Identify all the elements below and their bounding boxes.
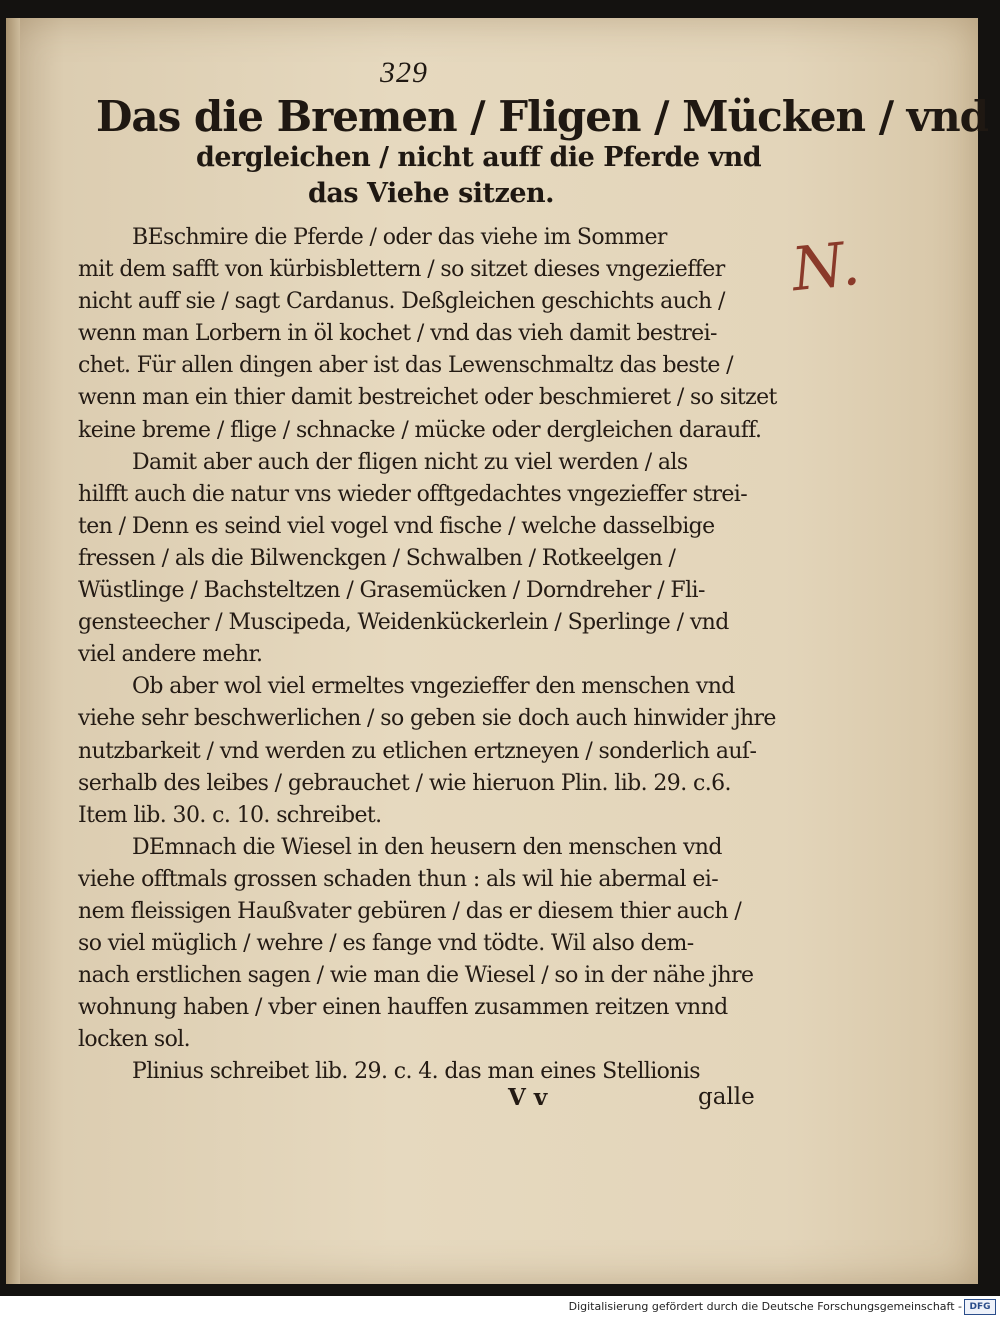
- heading-line-3: das Viehe sitzen.: [308, 178, 555, 209]
- text-line: viel andere mehr.: [78, 642, 263, 668]
- heading-line-2: dergleichen / nicht auff die Pferde vnd: [196, 142, 762, 173]
- text-line: fressen / als die Bilwenckgen / Schwalben / Rotkeelgen /: [78, 545, 676, 571]
- text-line: Item lib. 30. c. 10. schreibet.: [78, 802, 382, 828]
- text-line: locken sol.: [78, 1027, 191, 1053]
- text-line: viehe offtmals grossen schaden thun : als wil hie abermal ei-: [78, 866, 719, 892]
- catchword-row: [78, 1084, 758, 1118]
- body-text: [78, 222, 777, 1089]
- marginal-annotation: N.: [788, 228, 864, 306]
- text-line: nach erstlichen sagen / wie man die Wiesel / so in der nähe jhre: [78, 963, 754, 989]
- text-line: wohnung haben / vber einen hauffen zusammen reitzen vnnd: [78, 995, 728, 1021]
- text-line: wenn man ein thier damit bestreichet oder beschmieret / so sitzet: [78, 385, 777, 411]
- text-line: ten / Denn es seind viel vogel vnd fische / welche dasselbige: [78, 513, 715, 539]
- catchword: galle: [698, 1084, 755, 1110]
- heading-line-1: Das die Bremen / Fligen / Mücken / vnd: [96, 92, 988, 141]
- dfg-logo: DFG: [964, 1299, 996, 1315]
- text-line: chet. Für allen dingen aber ist das Lewenschmaltz das beste /: [78, 353, 733, 379]
- page-number: 329: [380, 56, 428, 89]
- text-line: DEmnach die Wiesel in den heusern den menschen vnd: [132, 834, 722, 860]
- page-gutter: [6, 18, 20, 1284]
- text-line: mit dem safft von kürbisblettern / so sitzet dieses vngezieffer: [78, 257, 725, 283]
- text-line: so viel müglich / wehre / es fange vnd tödte. Wil also dem-: [78, 931, 694, 957]
- text-line: gensteecher / Muscipeda, Weidenkückerlein / Sperlinge / vnd: [78, 610, 729, 636]
- text-line: BEschmire die Pferde / oder das viehe im Sommer: [132, 225, 667, 250]
- text-line: keine breme / flige / schnacke / mücke oder dergleichen darauff.: [78, 417, 762, 443]
- signature-mark: V v: [508, 1084, 548, 1111]
- footer-credit: Digitalisierung gefördert durch die Deutsche Forschungsgemeinschaft -: [568, 1300, 962, 1313]
- text-line: Wüstlinge / Bachsteltzen / Grasemücken / Dorndreher / Fli-: [78, 578, 705, 604]
- text-line: Damit aber auch der fligen nicht zu viel werden / als: [132, 449, 688, 475]
- text-line: nicht auff sie / sagt Cardanus. Deßgleichen geschichts auch /: [78, 289, 725, 315]
- text-line: wenn man Lorbern in öl kochet / vnd das vieh damit bestrei-: [78, 321, 717, 347]
- text-line: serhalb des leibes / gebrauchet / wie hieruon Plin. lib. 29. c.6.: [78, 770, 731, 796]
- text-line: nutzbarkeit / vnd werden zu etlichen ertzneyen / sonderlich auſ-: [78, 738, 757, 764]
- text-line: Ob aber wol viel ermeltes vngezieffer den menschen vnd: [132, 674, 735, 700]
- text-line: nem fleissigen Haußvater gebüren / das er diesem thier auch /: [78, 898, 742, 924]
- text-line: hilfft auch die natur vns wieder offtgedachtes vngezieffer strei-: [78, 481, 748, 507]
- text-line: viehe sehr beschwerlichen / so geben sie doch auch hinwider jhre: [78, 706, 776, 732]
- text-line: Plinius schreibet lib. 29. c. 4. das man eines Stellionis: [132, 1059, 700, 1085]
